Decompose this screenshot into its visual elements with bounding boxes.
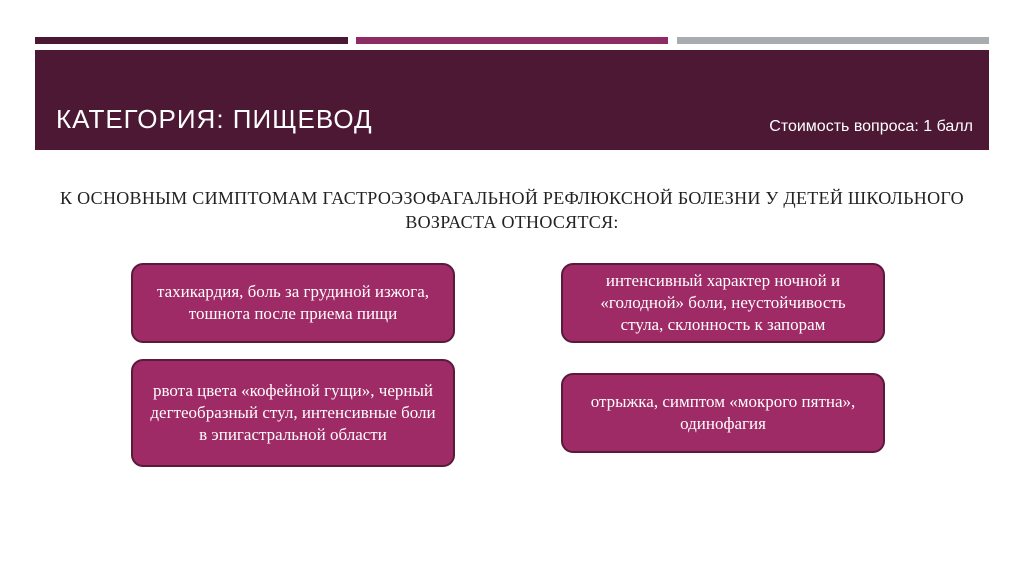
top-stripe-gray — [677, 37, 989, 44]
answer-option-label: тахикардия, боль за грудиной изжога, тошнота после приема пищи — [156, 282, 430, 323]
answer-option-4[interactable] — [561, 373, 885, 453]
top-stripe-dark — [35, 37, 348, 44]
answer-option-3[interactable] — [561, 263, 885, 343]
answer-option-1[interactable] — [131, 263, 455, 343]
question-text: К ОСНОВНЫМ СИМПТОМАМ ГАСТРОЭЗОФАГАЛЬНОЙ РЕФЛЮКСНОЙ БОЛЕЗНИ У ДЕТЕЙ ШКОЛЬНОГО ВОЗРАСТА ОТНОСЯТСЯ: — [60, 188, 964, 232]
answer-option-label: отрыжка, симптом «мокрого пятна», одинофагия — [590, 392, 856, 433]
answer-option-label: рвота цвета «кофейной гущи», черный дегтеобразный стул, интенсивные боли в эпигастральной области — [150, 381, 436, 444]
category-title: КАТЕГОРИЯ: ПИЩЕВОД — [56, 104, 373, 134]
question-cost: Стоимость вопроса: 1 балл — [769, 118, 973, 135]
answer-option-2[interactable] — [131, 359, 455, 467]
top-stripe-magenta — [356, 37, 668, 44]
answer-option-label: интенсивный характер ночной и «голодной» боли, неустойчивость стула, склонность к запорам — [600, 271, 846, 334]
header-banner — [35, 50, 989, 150]
